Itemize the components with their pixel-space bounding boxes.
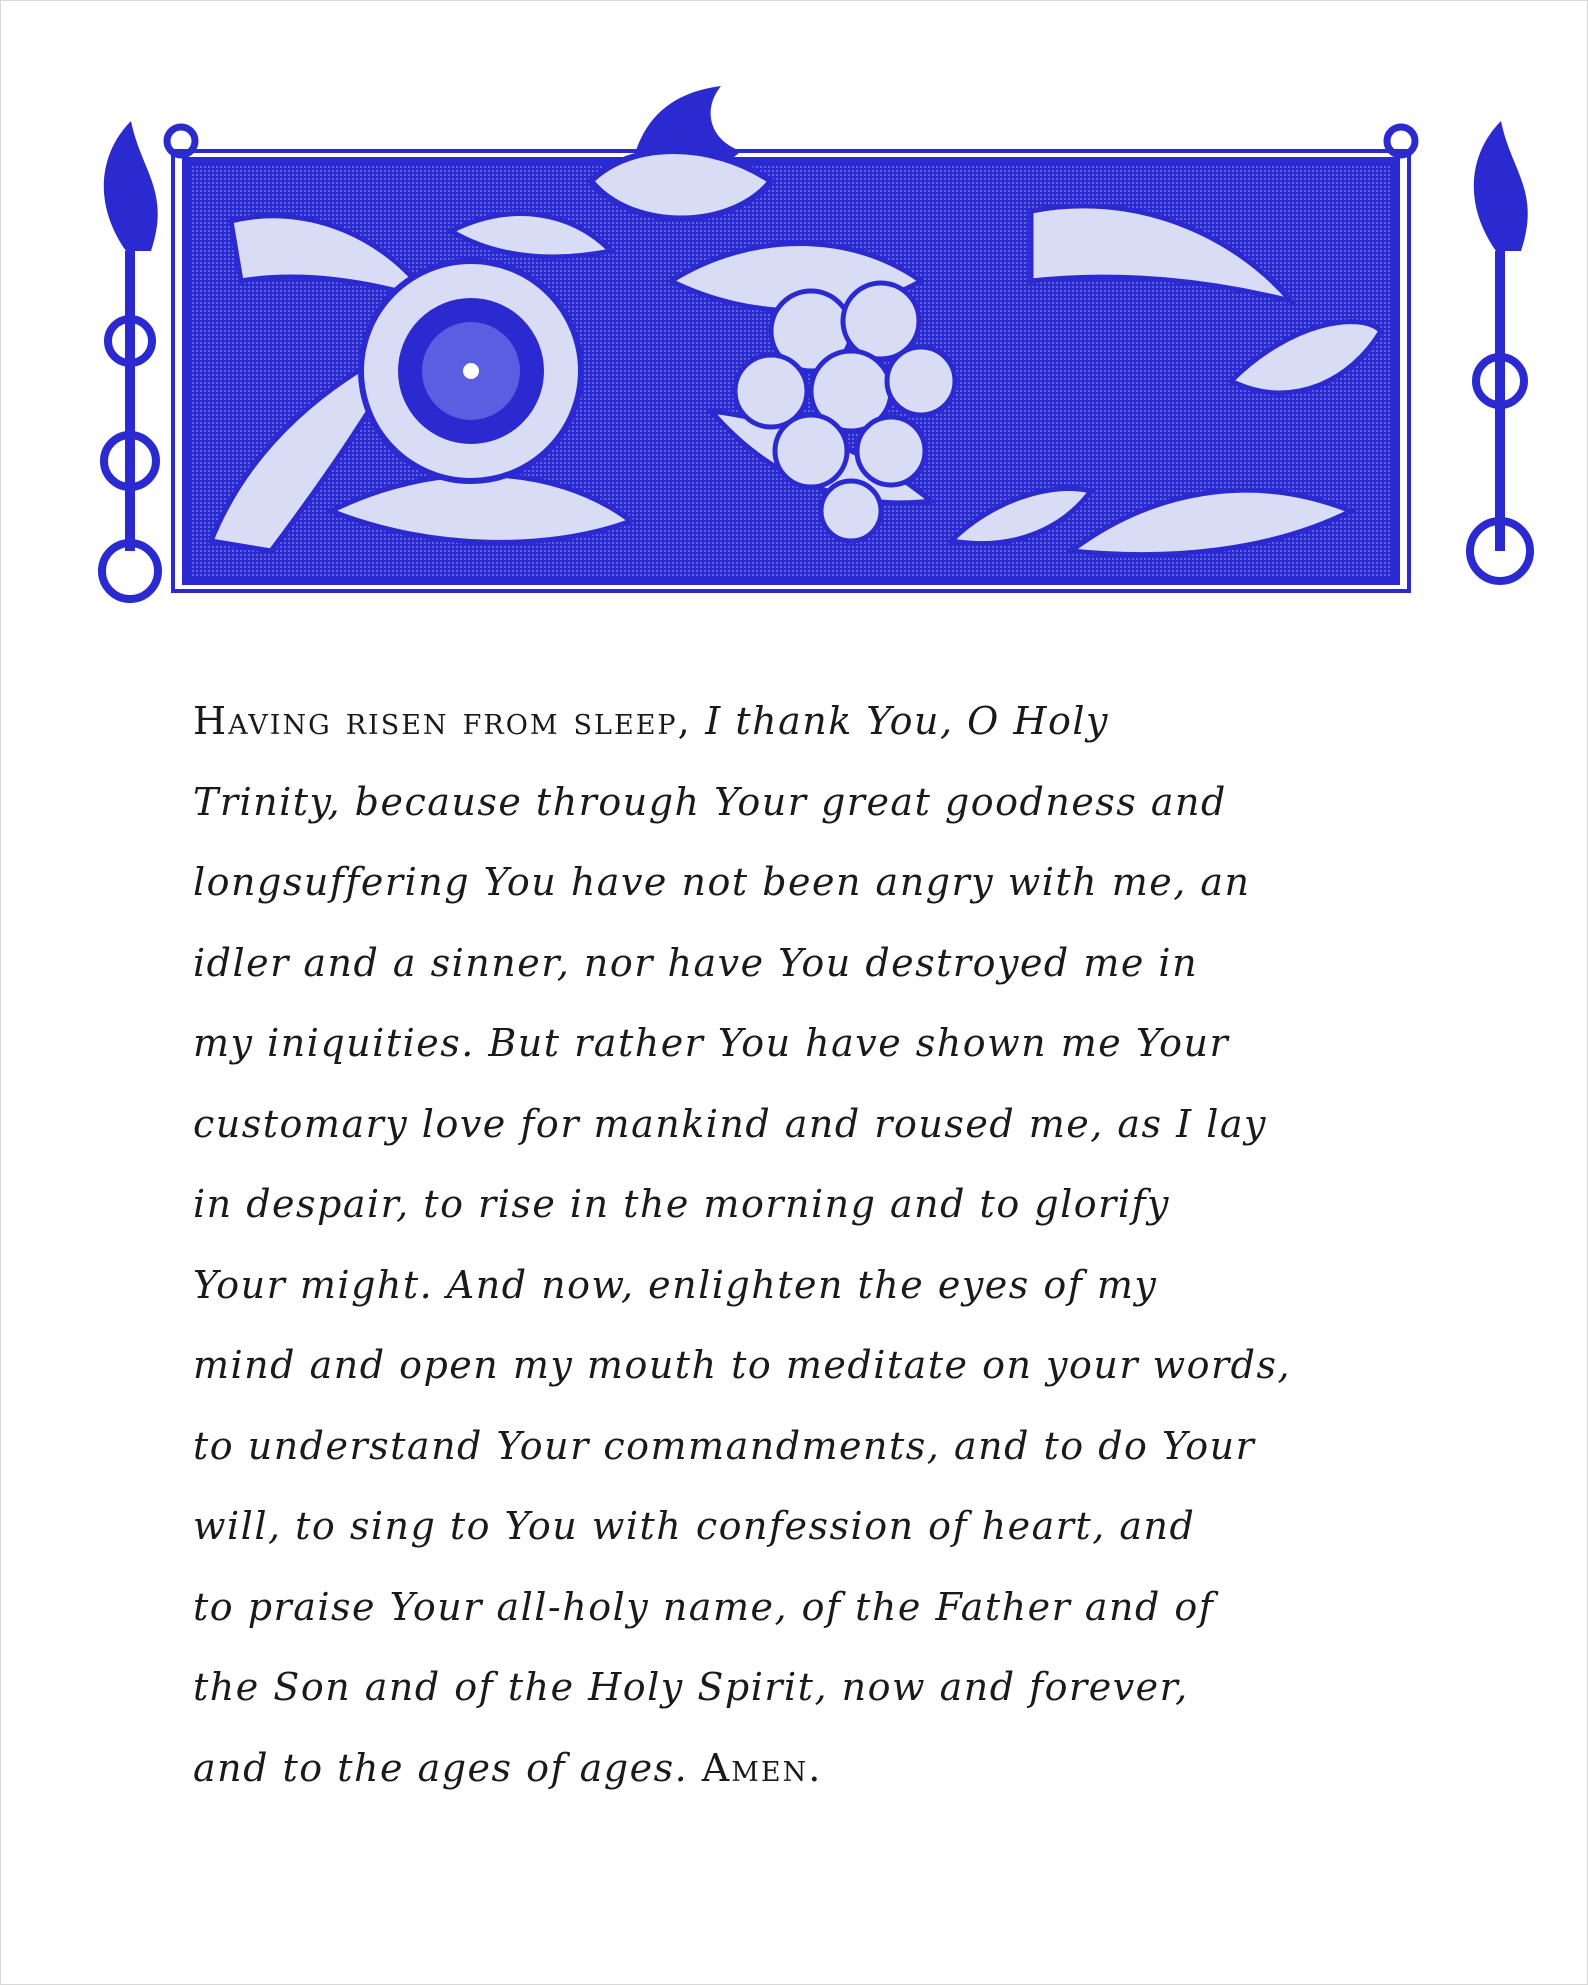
prayer-line-4: idler and a sinner, nor have You destroyed me in [193, 940, 1199, 985]
prayer-line-1: Having risen from sleep, I thank You, O Holy [193, 699, 1109, 743]
floral-headpiece-ornament [71, 81, 1551, 641]
prayer-line-11: will, to sing to You with confession of heart, and [193, 1504, 1196, 1548]
prayer-closing: Amen. [701, 1745, 823, 1790]
prayer-line-5: my iniquities. But rather You have shown me Your [193, 1021, 1230, 1065]
prayer-line-10: to understand Your commandments, and to do Your [193, 1423, 1256, 1468]
prayer-line-2: Trinity, because through Your great goodness and [193, 779, 1227, 824]
prayer-line-6: customary love for mankind and roused me, as I lay [193, 1101, 1268, 1146]
prayer-line-13: the Son and of the Holy Spirit, now and forever, [193, 1665, 1189, 1709]
prayer-line-9: mind and open my mouth to meditate on your words, [193, 1343, 1292, 1387]
prayer-line-14: and to the ages of ages. Amen. [193, 1745, 823, 1790]
prayer-opening: Having risen from sleep, [193, 699, 692, 743]
prayer-text [193, 681, 1393, 1808]
prayer-line-7: in despair, to rise in the morning and to glorify [193, 1182, 1170, 1226]
prayer-line-8: Your might. And now, enlighten the eyes of my [193, 1262, 1158, 1307]
prayer-line-12: to praise Your all-holy name, of the Father and of [193, 1584, 1215, 1629]
prayer-line-3: longsuffering You have not been angry with me, an [193, 860, 1251, 904]
